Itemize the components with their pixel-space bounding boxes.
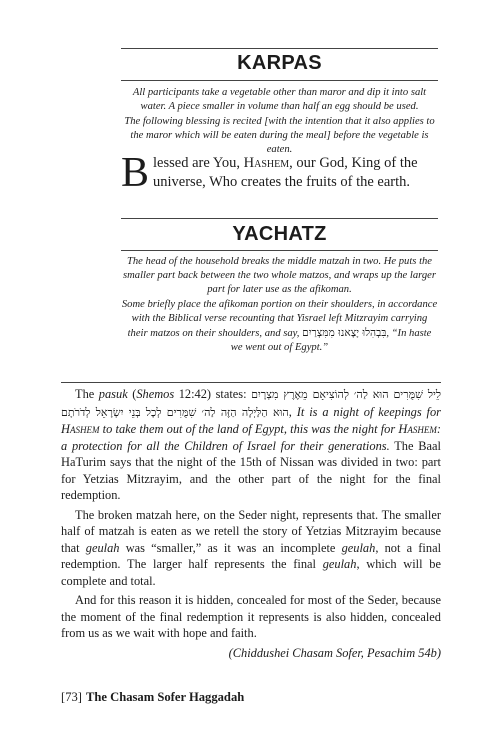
yachatz-instruction-2-text: Some briefly place the afikoman portion on their shoulders, in accordance with the Biblical verse recounting that Yisrael left Mitzrayim carrying their matzos on their shoulders, and say,: [121, 299, 438, 339]
term-geulah: geulah: [341, 540, 376, 555]
commentary-paragraph-2: [61, 507, 441, 590]
commentary-text: 12:42) states:: [174, 387, 252, 401]
divine-name: Hashem: [61, 422, 100, 436]
term-shemos: Shemos: [136, 387, 175, 401]
blessing-dropcap: B: [121, 150, 150, 196]
commentary-rule: [61, 382, 441, 383]
yachatz-hebrew-phrase: בִּבְהִלוּ יָצָאנוּ מִמִּצְרַיִם: [302, 327, 387, 339]
commentary-text: The Baal HaTurim says that the night of the 15th of Nissan was divided in two: part for Yetzias Mitzrayim, and the other part of the night for the final redemption.: [61, 438, 441, 502]
verse-translation: It is a night of keepings for: [296, 404, 442, 419]
yachatz-heading-rule: [121, 250, 438, 251]
term-geulah: geulah: [322, 557, 357, 571]
commentary-paragraph-3: And for this reason it is hidden, concealed for most of the Seder, because the moment of the final redemption it represents is also hidden, concealed from us as we wait with hope and faith.: [61, 593, 441, 640]
karpas-heading: KARPAS: [237, 52, 322, 74]
commentary-text: , which will be complete and total.: [61, 557, 441, 588]
divine-name: Hashem: [398, 422, 437, 436]
commentary-paragraph-1: [61, 386, 441, 504]
commentary-text: was “smaller,” as it was an incomplete: [119, 540, 342, 555]
page-footer: [61, 690, 244, 705]
yachatz-instruction-1: The head of the household breaks the middle matzah in two. He puts the smaller part back between the two whole matzos, and wraps up the larger part for later use as the afikoman.: [123, 256, 436, 295]
commentary-text: The: [75, 387, 99, 401]
book-title: The Chasam Sofer Haggadah: [85, 690, 245, 704]
yachatz-instruction-2-end: , “In haste we went out of Egypt.”: [230, 328, 432, 353]
commentary: [61, 386, 441, 664]
karpas-instruction-1: All participants take a vegetable other than maror and dip it into salt water. A piece smaller in volume than half an egg should be used.: [132, 87, 427, 112]
blessing-divine-name: Hashem: [243, 155, 290, 171]
karpas-instruction-2: The following blessing is recited [with the intention that it also applies to the maror which will be eaten during the meal] before the vegetable is eaten.: [124, 116, 435, 155]
commentary-text: The broken matzah here, on the Seder night, represents that. The smaller half of matzah is eaten as we retell the story of Yetzias Mitzrayim because that: [61, 507, 441, 555]
verse-translation: to take them out of the land of Egypt, this was the night for: [99, 422, 399, 436]
karpas-blessing: [121, 150, 438, 196]
commentary-text: (: [127, 387, 137, 401]
yachatz-heading: YACHATZ: [232, 223, 327, 245]
karpas-heading-rule: [121, 80, 438, 81]
verse-translation: : a protection for all the Children of Israel for their generations.: [61, 422, 441, 453]
commentary-text: , not a final redemption. The larger half represents the final: [61, 540, 442, 571]
commentary-text: ,: [288, 404, 297, 419]
hebrew-verse: לֵיל שִׁמֻּרִים הוּא לַה׳ לְהוֹצִיאָם מֵאֶרֶץ מִצְרָיִם הוּא הַלַּיְלָה הַזֶּה לַה׳ שִׁמֻּרִים לְכָל בְּנֵי יִשְׂרָאֵל לְדֹרֹתָם: [61, 388, 441, 419]
page-number: [73]: [61, 690, 82, 704]
top-rule: [121, 48, 438, 49]
yachatz-top-rule: [121, 218, 438, 219]
blessing-text-1: lessed are You,: [153, 155, 244, 171]
commentary-citation: (Chiddushei Chasam Sofer, Pesachim 54b): [228, 645, 441, 660]
term-pasuk: pasuk: [98, 387, 128, 401]
blessing-text-2: , our God, King of the universe, Who creates the fruits of the earth.: [153, 155, 418, 190]
yachatz-instruction-2: [121, 298, 438, 355]
term-geulah: geulah: [85, 540, 120, 555]
